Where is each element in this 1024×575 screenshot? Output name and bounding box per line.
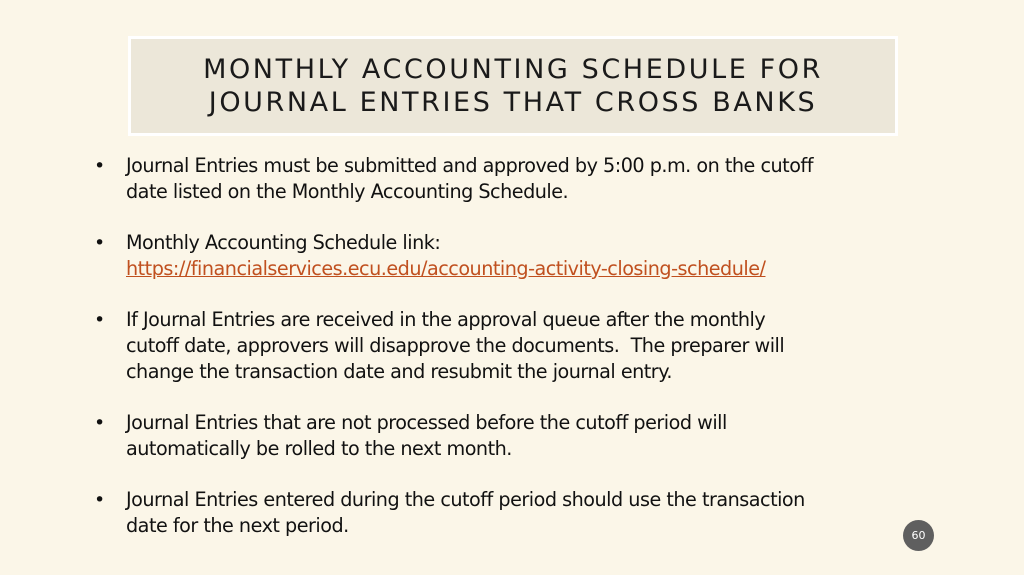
bullet-item-schedule-link — [94, 230, 914, 282]
bullet-text-line: date listed on the Monthly Accounting Schedule. — [126, 180, 569, 203]
bullet-text-line: Monthly Accounting Schedule link: — [126, 231, 441, 254]
bullet-marker: • — [94, 489, 105, 511]
bullet-marker: • — [94, 232, 105, 254]
bullet-text-line: automatically be rolled to the next month. — [126, 437, 512, 460]
bullet-item-approval-queue — [94, 307, 914, 385]
bullet-marker: • — [94, 412, 105, 434]
bullet-text-line: If Journal Entries are received in the approval queue after the monthly — [126, 308, 766, 331]
slide-title-line-1: MONTHLY ACCOUNTING SCHEDULE FOR — [203, 54, 823, 85]
slide-title-box — [128, 36, 898, 136]
bullet-text-line: date for the next period. — [126, 514, 349, 537]
page-number-badge: 60 — [903, 520, 934, 551]
slide-title-line-2: JOURNAL ENTRIES THAT CROSS BANKS — [208, 87, 818, 118]
bullet-text-line: change the transaction date and resubmit the journal entry. — [126, 360, 672, 383]
bullet-marker: • — [94, 309, 105, 331]
slide-title — [203, 53, 823, 119]
bullet-text-line: Journal Entries must be submitted and approved by 5:00 p.m. on the cutoff — [126, 154, 813, 177]
bullet-text-line: Journal Entries entered during the cutoff period should use the transaction — [126, 488, 805, 511]
bullet-text-line: Journal Entries that are not processed before the cutoff period will — [126, 411, 727, 434]
bullet-text-line: cutoff date, approvers will disapprove the documents. The preparer will — [126, 334, 785, 357]
schedule-link[interactable]: https://financialservices.ecu.edu/accounting-activity-closing-schedule/ — [126, 257, 766, 280]
bullet-item-transaction-date — [94, 487, 914, 539]
bullet-item-deadline — [94, 153, 914, 205]
bullet-list — [94, 153, 914, 564]
bullet-marker: • — [94, 155, 105, 177]
bullet-item-rollover — [94, 410, 914, 462]
